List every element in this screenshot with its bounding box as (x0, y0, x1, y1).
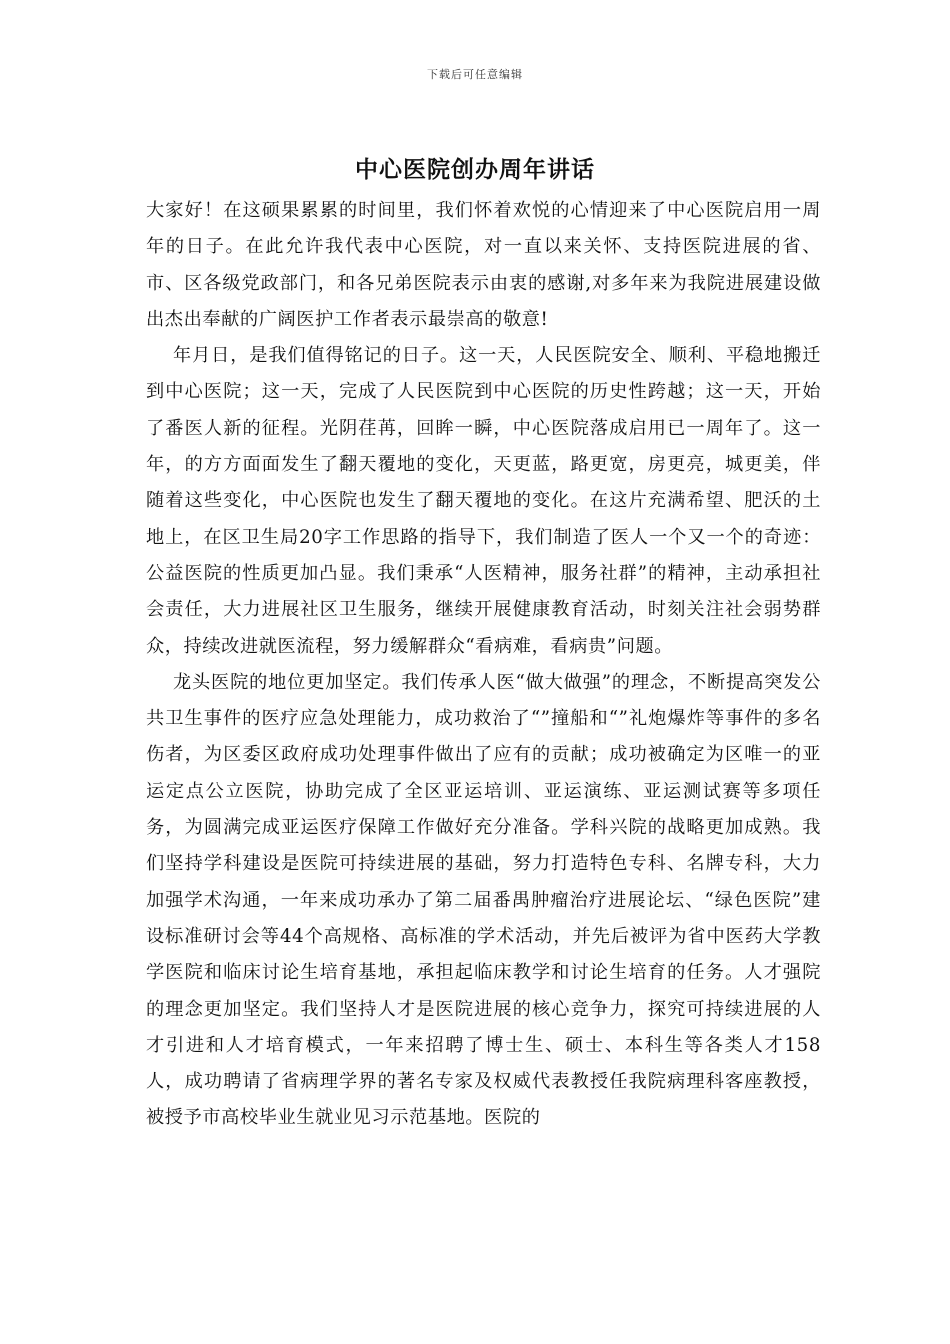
document-body (146, 193, 821, 1137)
paragraph-achievements: 龙头医院的地位更加坚定。我们传承人医“做大做强”的理念，不断提高突发公共卫生事件的医疗应急处理能力，成功救治了“”撞船和“”礼炮爆炸等事件的多名伤者，为区委区政府成功处理事件做出了应有的贡献；成功被确定为区唯一的亚运定点公立医院，协助完成了全区亚运培训、亚运演练、亚运测试赛等多项任务，为圆满完成亚运医疗保障工作做好充分准备。学科兴院的战略更加成熟。我们坚持学科建设是医院可持续进展的基础，努力打造特色专科、名牌专科，大力加强学术沟通，一年来成功承办了第二届番禺肿瘤治疗进展论坛、“绿色医院”建设标准研讨会等44个高规格、高标准的学术活动，并先后被评为省中医药大学教学医院和临床讨论生培育基地，承担起临床教学和讨论生培育的任务。人才强院的理念更加坚定。我们坚持人才是医院进展的核心竞争力，探究可持续进展的人才引进和人才培育模式，一年来招聘了博士生、硕士、本科生等各类人才158人，成功聘请了省病理学界的著名专家及权威代表教授任我院病理科客座教授，被授予市高校毕业生就业见习示范基地。医院的 (146, 671, 821, 1129)
document-title: 中心医院创办周年讲话 (355, 157, 595, 183)
paragraph-greeting: 大家好！在这硕果累累的时间里，我们怀着欢悦的心情迎来了中心医院启用一周年的日子。在此允许我代表中心医院，对一直以来关怀、支持医院进展的省、市、区各级党政部门，和各兄弟医院表示由衷的感谢,对多年来为我院进展建设做出杰出奉献的广阔医护工作者表示最崇高的敬意! (146, 200, 821, 330)
paragraph-anniversary: 年月日，是我们值得铭记的日子。这一天，人民医院安全、顺利、平稳地搬迁到中心医院；这一天，完成了人民医院到中心医院的历史性跨越；这一天，开始了番医人新的征程。光阴荏苒，回眸一瞬，中心医院落成启用已一周年了。这一年，的方方面面发生了翻天覆地的变化，天更蓝，路更宽，房更亮，城更美，伴随着这些变化，中心医院也发生了翻天覆地的变化。在这片充满希望、肥沃的土地上，在区卫生局20字工作思路的指导下，我们制造了医人一个又一个的奇迹：公益医院的性质更加凸显。我们秉承“人医精神，服务社群”的精神，主动承担社会责任，大力进展社区卫生服务，继续开展健康教育活动，时刻关注社会弱势群众，持续改进就医流程，努力缓解群众“看病难，看病贵”问题。 (146, 345, 821, 657)
header-note: 下载后可任意编辑 (427, 68, 523, 81)
